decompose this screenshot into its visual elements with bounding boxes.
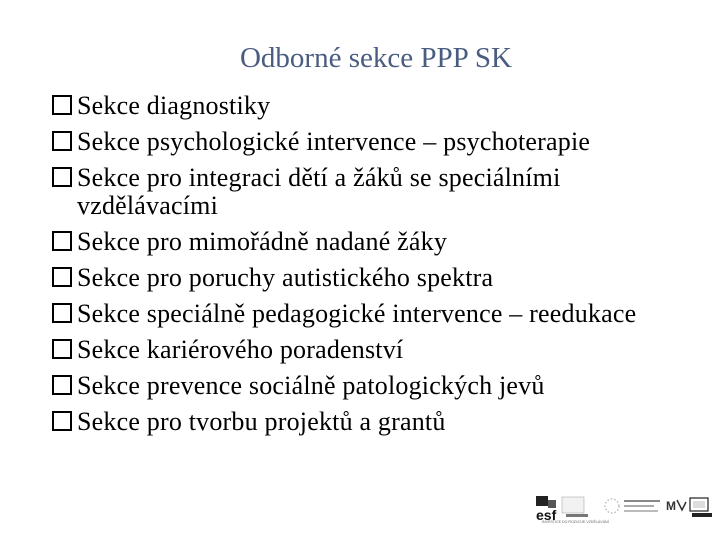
bullet-text: Sekce diagnostiky bbox=[77, 91, 271, 120]
svg-text:esf: esf bbox=[536, 507, 557, 523]
bullet-text: Sekce speciálně pedagogické intervence – reedukace bbox=[77, 299, 637, 328]
square-bullet-icon bbox=[52, 167, 72, 187]
square-bullet-icon bbox=[52, 131, 72, 151]
eu-flag-logo bbox=[562, 497, 588, 517]
msmt-logo bbox=[666, 499, 686, 513]
square-bullet-icon bbox=[52, 95, 72, 115]
slide-title: Odborné sekce PPP SK bbox=[239, 42, 512, 74]
square-bullet-icon bbox=[52, 339, 72, 359]
bullet-text: Sekce kariérového poradenství bbox=[77, 335, 404, 364]
list-item bbox=[52, 372, 692, 400]
bullet-text: Sekce pro mimořádně nadané žáky bbox=[77, 227, 448, 256]
op-caption: INVESTICE DO ROZVOJE VZDĚLÁVÁNÍ bbox=[542, 520, 609, 524]
bullet-list bbox=[52, 92, 692, 444]
square-bullet-icon bbox=[52, 411, 72, 431]
stars-logo bbox=[605, 499, 619, 513]
list-item bbox=[52, 228, 692, 256]
list-item bbox=[52, 300, 692, 328]
bullet-text: Sekce pro integraci dětí a žáků se speciálními vzdělávacími bbox=[77, 163, 561, 220]
list-item bbox=[52, 128, 692, 156]
square-bullet-icon bbox=[52, 267, 72, 287]
square-bullet-icon bbox=[52, 303, 72, 323]
bullet-text: Sekce prevence sociálně patologických jevů bbox=[77, 371, 545, 400]
bullet-text: Sekce pro poruchy autistického spektra bbox=[77, 263, 494, 292]
square-bullet-icon bbox=[52, 375, 72, 395]
list-item bbox=[52, 264, 692, 292]
sponsor-logo-strip bbox=[532, 494, 716, 524]
computer-icon bbox=[690, 498, 712, 517]
op-logo bbox=[624, 500, 660, 512]
square-bullet-icon bbox=[52, 231, 72, 251]
list-item bbox=[52, 336, 692, 364]
esf-logo bbox=[536, 496, 557, 523]
svg-text:M: M bbox=[666, 499, 676, 513]
bullet-text: Sekce pro tvorbu projektů a grantů bbox=[77, 407, 446, 436]
bullet-text: Sekce psychologické intervence – psychoterapie bbox=[77, 127, 591, 156]
list-item bbox=[52, 92, 692, 120]
list-item bbox=[52, 408, 692, 436]
list-item bbox=[52, 164, 692, 220]
